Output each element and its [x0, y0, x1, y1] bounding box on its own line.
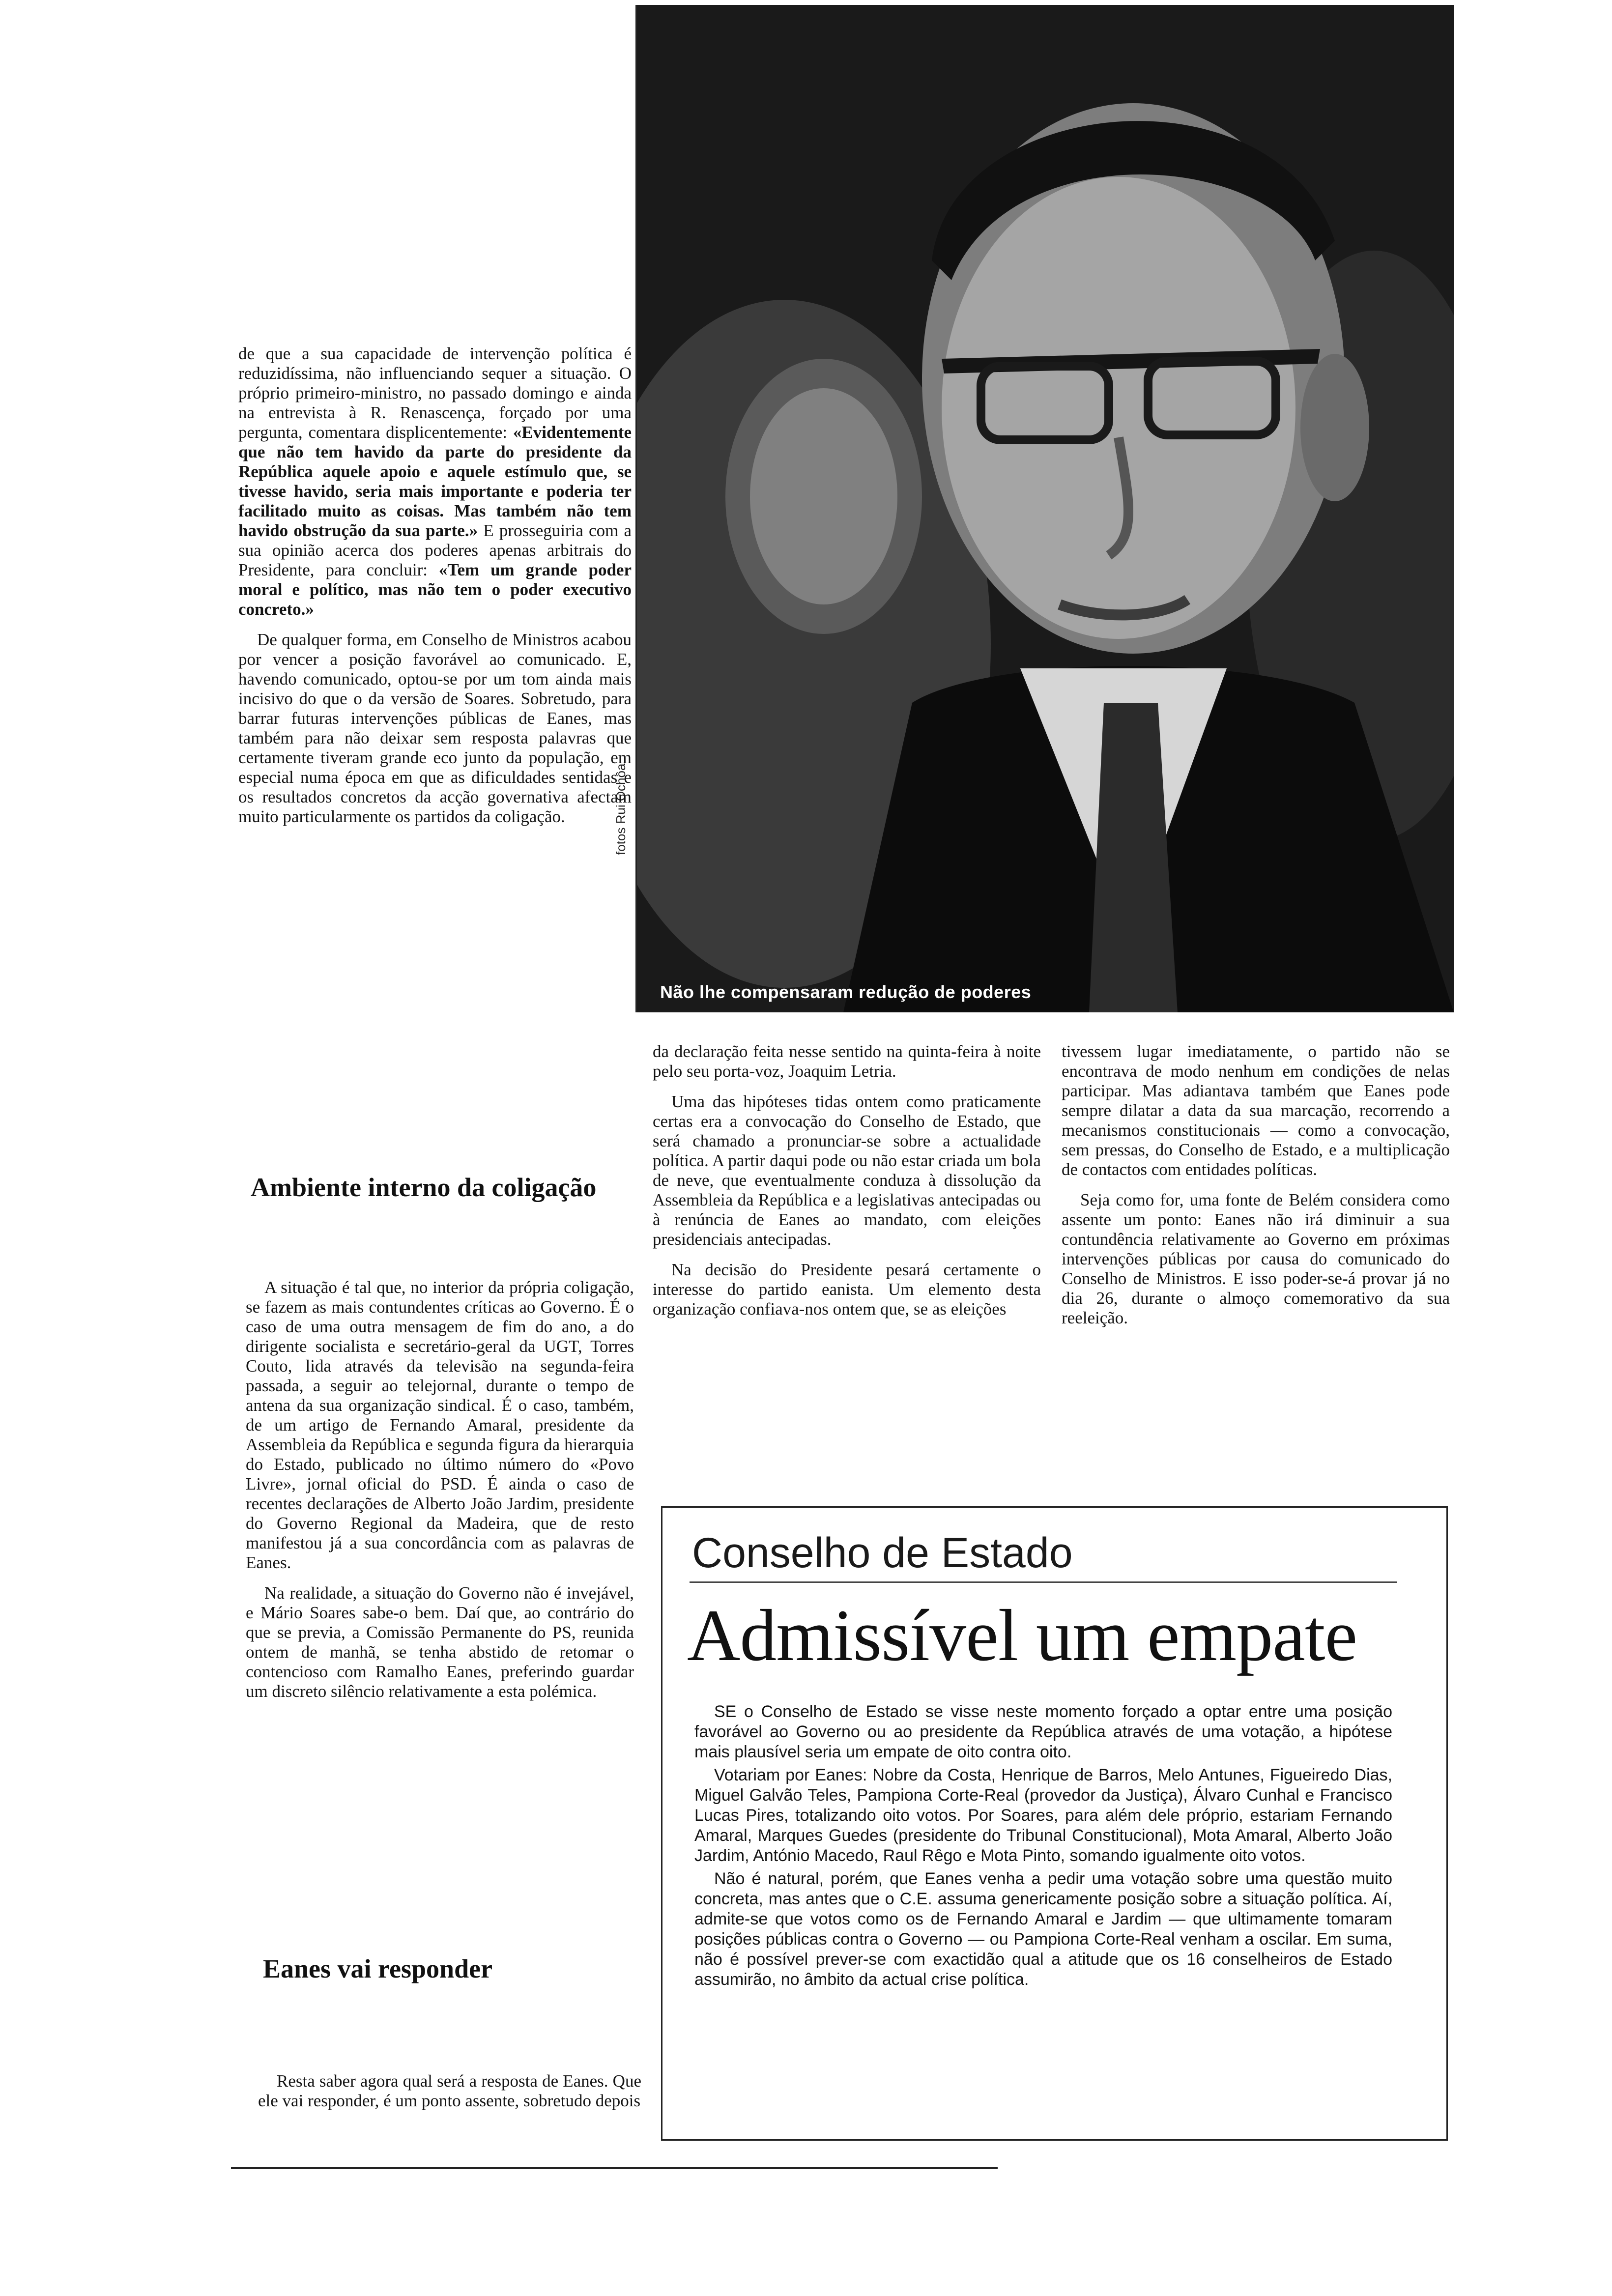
paragraph: tivessem lugar imediatamente, o partido não se encontrava de modo nenhum em condições de nelas participar. Mas adiantava também que Eanes pode sempre dilatar a data da sua marcação, recorrendo a mecanismos constitucionais — como a convocação, sem pressas, do Conselho de Estado, e a multiplicação de contactos com entidades políticas.	[1062, 1042, 1450, 1179]
box-headline: Admissível um empate	[687, 1595, 1357, 1676]
section-heading: Eanes vai responder	[263, 1954, 493, 1983]
bottom-divider	[231, 2167, 998, 2169]
paragraph: Na decisão do Presidente pesará certamente o interesse do partido eanista. Um elemento desta organização confiava-nos ontem que, se as eleições	[653, 1260, 1041, 1319]
box-body	[694, 1702, 1392, 1993]
paragraph: da declaração feita nesse sentido na quinta-feira à noite pelo seu porta-voz, Joaquim Letria.	[653, 1042, 1041, 1081]
photo-credit: fotos Rui Ochôa	[613, 763, 628, 855]
article-column-1	[238, 344, 632, 837]
paragraph: Uma das hipóteses tidas ontem como praticamente certas era a convocação do Conselho de Estado, que será chamado a pronunciar-se sobre a actualidade política. A partir daqui pode ou não estar criada um bola de neve, que eventualmente conduza à dissolução da Assembleia da República e a legislativas antecipadas ou à renúncia de Eanes ao mandato, com eleições presidenciais antecipadas.	[653, 1092, 1041, 1249]
paragraph: Seja como for, uma fonte de Belém considera como assente um ponto: Eanes não irá diminuir a sua contundência relativamente ao Governo em próximas intervenções públicas por causa do comunicado do Conselho de Ministros. E isso poder-se-á provar já no dia 26, durante o almoço comemorativo da sua reeleição.	[1062, 1190, 1450, 1327]
article-column-2	[653, 1042, 1041, 1330]
article-column-3	[1062, 1042, 1450, 1339]
paragraph	[238, 344, 632, 619]
paragraph-text: de que a sua capacidade de intervenção política é reduzidíssima, não influenciando sequer a situação. O próprio primeiro-ministro, no passado domingo e ainda na entrevista à R. Renascença, forçado por uma pergunta, comentara displicentemente:	[238, 344, 632, 442]
section-heading: Ambiente interno da coligação	[251, 1173, 597, 1202]
paragraph: Não é natural, porém, que Eanes venha a pedir uma votação sobre uma questão muito concreta, mas antes que o C.E. assuma genericamente posição sobre a situação política. Aí, admite-se que votos como os de Fernando Amaral e Jardim — que ultimamente tomaram posições públicas contra o Governo — ou Pampiona Corte-Real venham a oscilar. Em suma, não é possível prever-se com exactidão qual a atitude que os 16 conselheiros de Estado assumirão, no âmbito da actual crise política.	[694, 1869, 1392, 1989]
portrait-illustration	[637, 5, 1454, 1012]
quote-bold: «Tem um grande poder moral e político, mas não tem o poder executivo concreto.»	[238, 560, 632, 619]
photo-caption: Não lhe compensaram redução de poderes	[660, 982, 1032, 1002]
quote-bold: «Evidentemente que não tem havido da parte do presidente da República aquele apoio e aquele estímulo que, se tivesse havido, seria mais importante e poderia ter facilitado muito as coisas. Mas também não tem havido obstrução da sua parte.»	[238, 423, 632, 540]
paragraph-text: E prosseguiria com a sua opinião acerca dos poderes apenas arbitrais do Presidente, para concluir:	[238, 521, 632, 579]
paragraph: Votariam por Eanes: Nobre da Costa, Henrique de Barros, Melo Antunes, Figueiredo Dias, Miguel Galvão Teles, Pampiona Corte-Real (provedor da Justiça), Álvaro Cunhal e Francisco Lucas Pires, totalizando oito votos. Por Soares, para além dele próprio, estariam Fernando Amaral, Marques Guedes (presidente do Tribunal Constitucional), Mota Amaral, Alberto João Jardim, António Macedo, Raul Rêgo e Mota Pinto, somando igualmente oito votos.	[694, 1766, 1392, 1865]
paragraph: A situação é tal que, no interior da própria coligação, se fazem as mais contundentes críticas ao Governo. É o caso de uma outra mensagem de fim do ano, a do dirigente socialista e secretário-geral da UGT, Torres Couto, lida através da televisão na segunda-feira passada, a seguir ao telejornal, durante o tempo de antena da sua organização sindical. É o caso, também, de um artigo de Fernando Amaral, presidente da Assembleia da República e segunda figura da hierarquia do Estado, publicado no último número do «Povo Livre», jornal oficial do PSD. É ainda o caso de recentes declarações de Alberto João Jardim, presidente do Governo Regional da Madeira, que de resto manifestou já a sua concordância com as palavras de Eanes.	[246, 1278, 634, 1572]
paragraph: SE o Conselho de Estado se visse neste momento forçado a optar entre uma posição favorável ao Governo ou ao presidente da República através de uma votação, a hipótese mais plausível seria um empate de oito contra oito.	[694, 1702, 1392, 1761]
divider	[690, 1581, 1397, 1583]
box-kicker: Conselho de Estado	[692, 1529, 1073, 1577]
article-column-1b	[246, 1278, 634, 1712]
article-column-1c	[258, 2071, 641, 2122]
paragraph: Na realidade, a situação do Governo não é invejável, e Mário Soares sabe-o bem. Daí que, ao contrário do que se previa, a Comissão Permanente do PS, reunida ontem de manhã, se tenha abstido de retomar o contencioso com Ramalho Eanes, preferindo guardar um discreto silêncio relativamente a esta polémica.	[246, 1583, 634, 1701]
paragraph: Resta saber agora qual será a resposta de Eanes. Que ele vai responder, é um ponto assente, sobretudo depois	[258, 2071, 641, 2110]
news-photo	[635, 5, 1454, 1012]
boxed-article	[661, 1506, 1448, 2141]
paragraph: De qualquer forma, em Conselho de Ministros acabou por vencer a posição favorável ao comunicado. E, havendo comunicado, optou-se por um tom ainda mais incisivo do que o da versão de Soares. Sobretudo, para barrar futuras intervenções públicas de Eanes, mas também para não deixar sem resposta palavras que certamente tiveram grande eco junto da população, em especial numa época em que as dificuldades sentidas e os resultados concretos da acção governativa afectam muito particularmente os partidos da coligação.	[238, 630, 632, 826]
